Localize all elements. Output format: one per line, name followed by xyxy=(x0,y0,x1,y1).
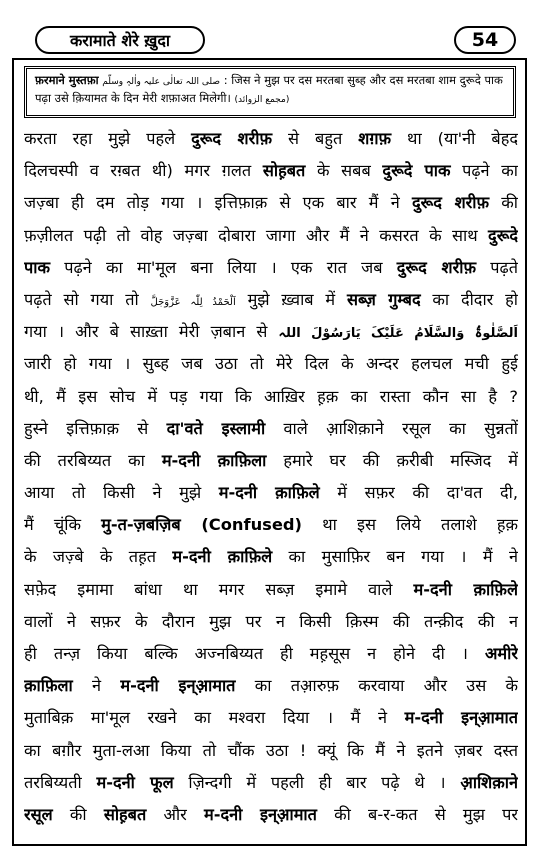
text-run: करता रहा मुझे पहले xyxy=(24,129,192,148)
text-run: था इस लिये तलाशे ह़क़ xyxy=(302,515,518,535)
text-run: जारी हो गया । सुब्ह जब उठा तो मेरे दिल के अन्दर हलचल मची हुई xyxy=(24,354,518,374)
bold-term: शग़फ़ xyxy=(358,129,392,148)
bold-term: सोह़बत xyxy=(103,804,147,824)
text-run: से बहुत xyxy=(272,129,359,148)
bold-term: म-दनी क़ाफ़िले xyxy=(172,547,273,567)
text-run: की xyxy=(489,193,518,213)
text-run: की तरबिय्यत का xyxy=(24,450,162,470)
bold-term: सब्ज़ गुम्बद xyxy=(346,289,421,309)
main-paragraph xyxy=(24,123,518,831)
chapter-title: करामाते शेरे ख़ुदा xyxy=(35,26,205,54)
text-line xyxy=(24,284,518,316)
bold-term: म-दनी इन्आ़मात xyxy=(120,676,236,696)
text-run: गया । और बे साख़्ता मेरी ज़बान से xyxy=(24,322,279,342)
bold-term: मु-त-ज़बज़िब (Confused) xyxy=(101,515,303,535)
text-run: के सबब xyxy=(305,161,383,181)
text-line xyxy=(24,187,518,219)
text-line xyxy=(24,348,518,380)
text-line xyxy=(24,381,518,413)
bold-term: म-दनी क़ाफ़िले xyxy=(413,579,518,599)
text-line xyxy=(24,574,518,606)
text-run: ने xyxy=(72,676,121,696)
text-run: ही तन्ज़ किया बल्कि अज्नबिय्यत ही मह़सूस न होने दी । xyxy=(24,644,485,663)
text-run: तरबिय्यती xyxy=(24,772,97,792)
bold-term: म-दनी क़ाफ़िला xyxy=(161,450,267,470)
text-line xyxy=(24,123,518,155)
text-run: थी, मैं इस सोच में पड़ गया कि आख़िर ह़क़ का रास्ता कौन सा है ? xyxy=(24,386,518,406)
text-run: वाले आ़शिक़ाने रसूल का सुन्नतों xyxy=(265,418,518,438)
bold-term: दुरूदे पाक xyxy=(382,161,451,181)
text-run: था (या'नी बेहद xyxy=(391,129,518,148)
text-line xyxy=(24,155,518,187)
page-number: 54 xyxy=(454,26,516,54)
text-run: का बग़ौर मुता-लआ किया तो चौंक उठा ! क्यूं कि मैं ने इतने ज़बर दस्त xyxy=(24,740,518,760)
text-run: का तआ़रुफ़ करवाया और उस के xyxy=(235,676,518,696)
text-run: मैं चूंकि xyxy=(24,515,102,535)
text-line xyxy=(24,509,518,541)
text-run: पढ़ते सो गया तो xyxy=(24,289,151,309)
text-line xyxy=(24,735,518,767)
text-run: हुस्ने इत्तिफ़ाक़ से xyxy=(24,418,167,438)
text-run: ज़िन्दगी में पहली ही बार पढ़े थे । xyxy=(173,772,461,792)
hadith-label: फ़रमाने मुस्तफ़ा xyxy=(35,73,99,87)
text-line xyxy=(24,477,518,509)
bold-term: दुरूद शरीफ़ xyxy=(396,257,477,277)
hadith-box xyxy=(24,66,516,118)
bold-term: म-दनी इन्आ़मात xyxy=(203,804,317,824)
text-line xyxy=(24,316,518,348)
hadith-reference: (مجمع الزوائد) xyxy=(234,95,290,105)
text-line xyxy=(24,767,518,799)
text-run: मुताबिक़ मा'मूल रखने का मश्वरा दिया । मैं ने xyxy=(24,708,405,728)
text-line xyxy=(24,541,518,573)
bold-term: दुरूदे xyxy=(488,225,518,245)
text-run: में सफ़र की दा'वत दी, xyxy=(319,483,518,503)
text-run: हमारे घर की क़रीबी मस्जिद में xyxy=(266,450,518,470)
text-run: की ब-र-कत से मुझ पर xyxy=(316,804,518,824)
text-run: वालों ने सफ़र के दौरान मुझ पर न किसी क़िस्म की तन्क़ीद की न xyxy=(24,611,518,631)
text-line xyxy=(24,413,518,445)
text-run: पढ़ते xyxy=(476,257,518,277)
text-run: पढ़ने का xyxy=(450,161,518,181)
bold-term: म-दनी इन्आ़मात xyxy=(404,708,518,728)
bold-term: पाक xyxy=(24,257,50,277)
text-line xyxy=(24,445,518,477)
bold-term: दा'वते इस्लामी xyxy=(166,418,266,438)
bold-term: आ़शिक़ाने xyxy=(460,772,518,792)
text-run: फ़ज़ीलत पढ़ी तो वोह जज़्बा दोबारा जागा और मैं ने कसरत के साथ xyxy=(24,225,489,245)
bold-term: सोह़बत xyxy=(262,161,306,181)
text-run: पढ़ने का मा'मूल बना लिया । एक रात जब xyxy=(49,257,397,277)
bold-term: दुरूद शरीफ़ xyxy=(411,193,490,213)
bold-term: क़ाफ़िला xyxy=(24,676,73,696)
text-line xyxy=(24,606,518,638)
text-run: का मुसाफ़िर बन गया । मैं ने xyxy=(272,547,518,567)
text-line xyxy=(24,252,518,284)
text-run: और xyxy=(146,804,204,824)
text-run: मुझे ख़्वाब में xyxy=(235,289,347,309)
bold-term: म-दनी क़ाफ़िले xyxy=(218,483,320,503)
bold-term: म-दनी फूल xyxy=(96,772,174,792)
arabic-phrase: اَلصَّلٰوۃُ وَالسَّلَامُ عَلَیْکَ یَارَسُوْلَ اللہ xyxy=(278,326,518,342)
text-run: सफ़ेद इमामा बांधा था मगर सब्ज़ इमामे वाले xyxy=(24,579,414,599)
text-run: का दीदार हो xyxy=(420,289,518,309)
bold-term: दुरूद शरीफ़ xyxy=(191,129,273,148)
text-run: की xyxy=(52,804,104,824)
arabic-phrase: اَلْحَمْدُ لِلّٰہ عَزَّوَجَلَّ xyxy=(150,296,236,308)
hadith-separator: : xyxy=(220,73,232,87)
text-line xyxy=(24,220,518,252)
text-line xyxy=(24,799,518,831)
bold-term: अमीरे xyxy=(484,644,518,663)
text-line xyxy=(24,638,518,670)
text-run: आया तो किसी ने मुझे xyxy=(24,483,219,503)
bold-term: रसूल xyxy=(24,804,53,824)
text-run: दिलचस्पी व रग़्बत थी) मगर ग़लत xyxy=(24,161,263,181)
text-run: जज़्बा ही दम तोड़ गया । इत्तिफ़ाक़ से एक बार मैं ने xyxy=(24,193,412,213)
text-run: के जज़्बे के तह़त xyxy=(24,547,173,567)
hadith-text: जिस ने मुझ पर दस मरतबा सुब्ह और दस मरतबा शाम दुरूदे पाक पढ़ा उसे क़ियामत के दिन मेरी शफ़ाअत मिलेगी। xyxy=(35,73,503,105)
text-line xyxy=(24,670,518,702)
salutation-text: صلی اللہ تعالٰی علیہ واٰلہٖ وسلّم xyxy=(102,77,221,87)
text-line xyxy=(24,702,518,734)
